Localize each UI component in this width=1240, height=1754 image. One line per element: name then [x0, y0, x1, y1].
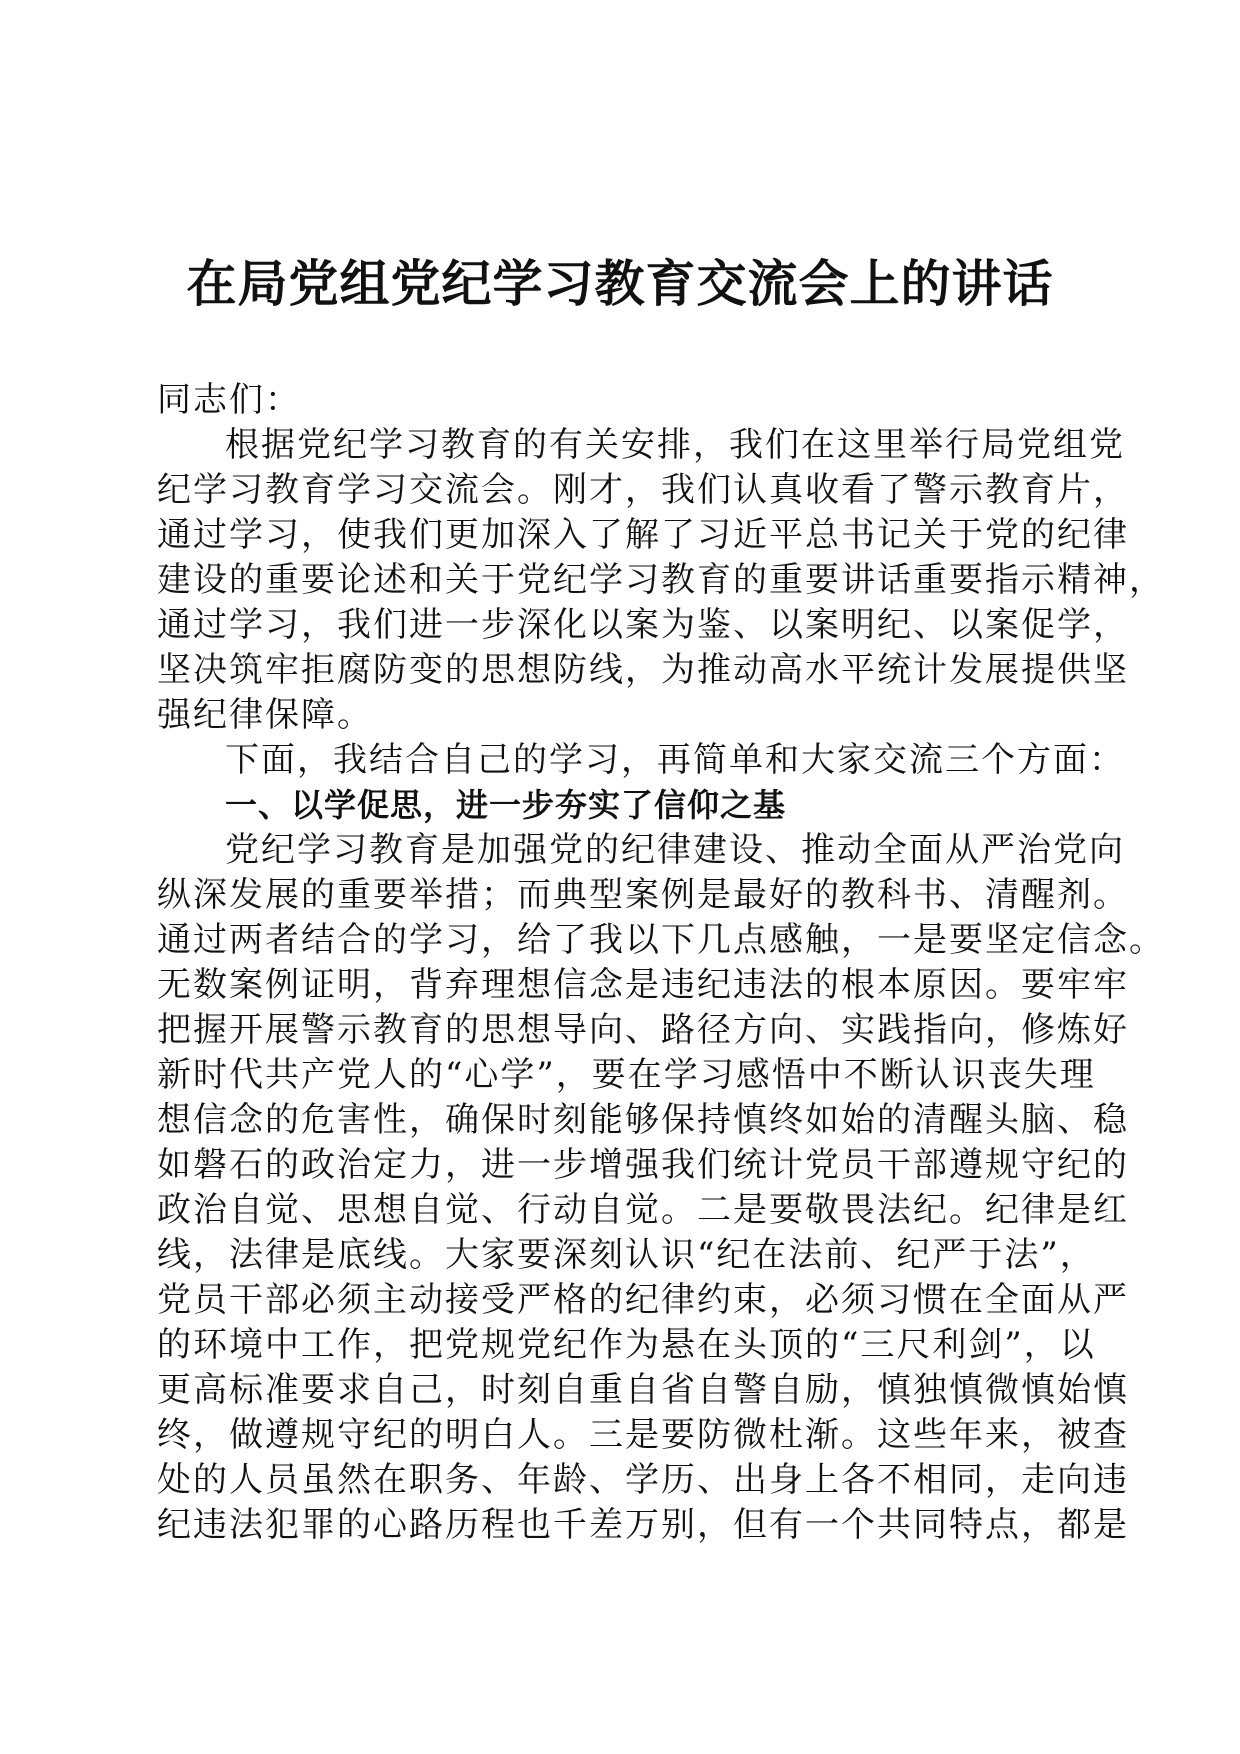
text-line: 更高标准要求自己，时刻自重自省自警自励，慎独慎微慎始慎	[157, 1370, 1129, 1410]
text-line: 把握开展警示教育的思想导向、路径方向、实践指向，修炼好	[157, 1010, 1129, 1050]
text-line: 通过学习，使我们更加深入了解了习近平总书记关于党的纪律	[157, 515, 1129, 555]
text-line: 党纪学习教育是加强党的纪律建设、推动全面从严治党向	[225, 830, 1125, 870]
text-line: 党员干部必须主动接受严格的纪律约束，必须习惯在全面从严	[157, 1280, 1129, 1320]
text-line: 纪违法犯罪的心路历程也千差万别，但有一个共同特点，都是	[157, 1505, 1129, 1545]
text-line: 同志们：	[157, 380, 301, 420]
text-line: 通过学习，我们进一步深化以案为鉴、以案明纪、以案促学，	[157, 605, 1129, 645]
document-title: 在局党组党纪学习教育交流会上的讲话	[186, 254, 1054, 313]
text-line: 通过两者结合的学习，给了我以下几点感触，一是要坚定信念。	[157, 920, 1165, 960]
text-line: 想信念的危害性，确保时刻能够保持慎终如始的清醒头脑、稳	[157, 1100, 1129, 1140]
section-heading: 一、以学促思，进一步夯实了信仰之基	[225, 786, 787, 824]
text-line: 无数案例证明，背弃理想信念是违纪违法的根本原因。要牢牢	[157, 965, 1129, 1005]
text-line: 处的人员虽然在职务、年龄、学历、出身上各不相同，走向违	[157, 1460, 1129, 1500]
text-line: 强纪律保障。	[157, 695, 373, 735]
text-line: 如磐石的政治定力，进一步增强我们统计党员干部遵规守纪的	[157, 1145, 1129, 1185]
text-line: 的环境中工作，把党规党纪作为悬在头顶的“三尺利剑”，以	[157, 1325, 1096, 1365]
text-line: 下面，我结合自己的学习，再简单和大家交流三个方面：	[225, 740, 1125, 780]
text-line: 坚决筑牢拒腐防变的思想防线，为推动高水平统计发展提供坚	[157, 650, 1129, 690]
text-line: 根据党纪学习教育的有关安排，我们在这里举行局党组党	[225, 425, 1125, 465]
text-line: 线，法律是底线。大家要深刻认识“纪在法前、纪严于法”，	[157, 1235, 1096, 1275]
text-line: 建设的重要论述和关于党纪学习教育的重要讲话重要指示精神，	[157, 560, 1165, 600]
text-line: 纵深发展的重要举措；而典型案例是最好的教科书、清醒剂。	[157, 875, 1129, 915]
document-body	[157, 378, 1165, 1548]
text-line: 政治自觉、思想自觉、行动自觉。二是要敬畏法纪。纪律是红	[157, 1190, 1129, 1230]
text-line: 纪学习教育学习交流会。刚才，我们认真收看了警示教育片，	[157, 470, 1129, 510]
text-line: 新时代共产党人的“心学”，要在学习感悟中不断认识丧失理	[157, 1055, 1096, 1095]
text-line: 终，做遵规守纪的明白人。三是要防微杜渐。这些年来，被查	[157, 1415, 1129, 1455]
